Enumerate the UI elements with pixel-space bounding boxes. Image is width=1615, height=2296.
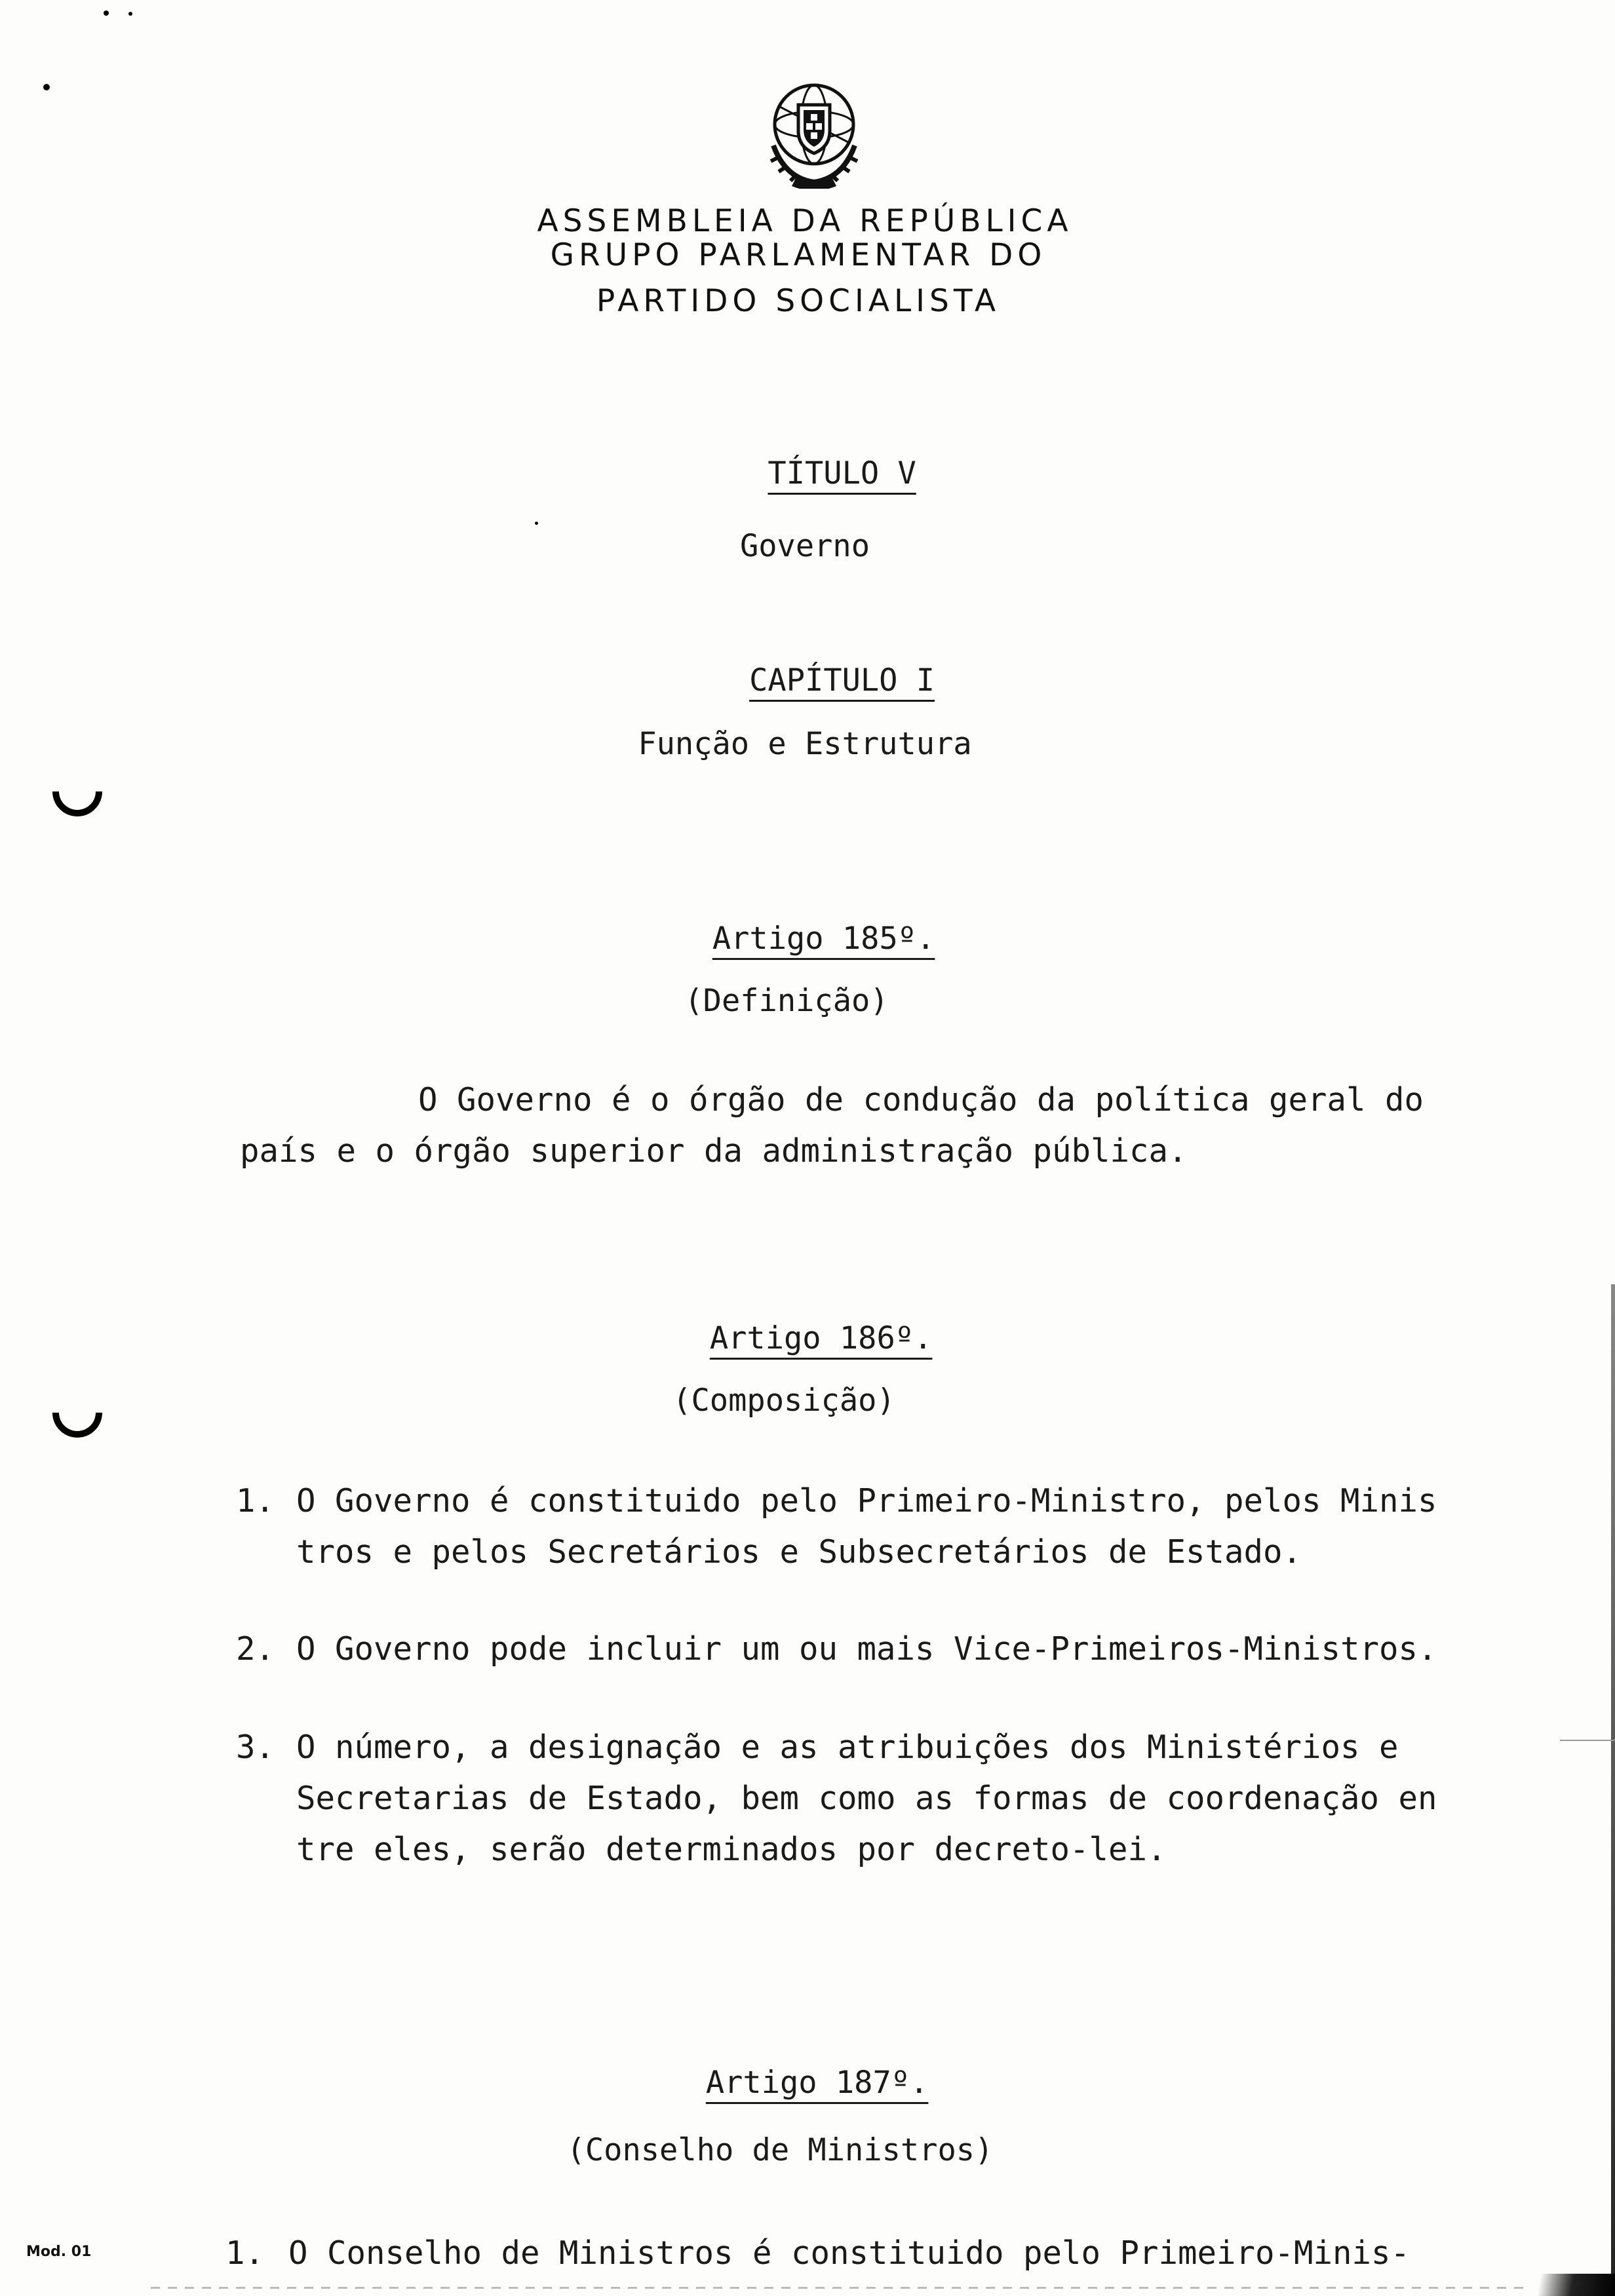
item-line: O número, a designação e as atribuições dos Ministérios e [296, 1729, 1399, 1766]
scan-speck [128, 12, 132, 16]
scan-speck [104, 10, 109, 16]
paragraph-line: país e o órgão superior da administração pública. [240, 1132, 1188, 1170]
header-party: PARTIDO SOCIALISTA [596, 283, 1001, 319]
title-subject: Governo [739, 528, 870, 564]
form-code-label: Mod. 01 [26, 2244, 92, 2260]
item-number: 1. [225, 2234, 265, 2272]
item-number: 3. [236, 1729, 275, 1766]
paragraph-line: O Governo é o órgão de condução da política geral do [418, 1081, 1424, 1119]
article-heading: Artigo 187º. [705, 2065, 929, 2101]
chapter-subject: Função e Estrutura [638, 726, 972, 762]
paper-corner-shadow [1508, 2274, 1615, 2296]
header-assembly: ASSEMBLEIA DA REPÚBLICA [537, 203, 1073, 239]
article-subtitle: (Conselho de Ministros) [566, 2132, 994, 2168]
item-line: tros e pelos Secretários e Subsecretários de Estado. [296, 1533, 1302, 1571]
item-line: tre eles, serão determinados por decreto-lei. [296, 1831, 1167, 1868]
bottom-scan-noise [151, 2287, 1527, 2289]
article-heading: Artigo 186º. [709, 1320, 933, 1356]
article-subtitle: (Composição) [672, 1383, 895, 1419]
scan-speck [43, 84, 50, 90]
title-heading: TÍTULO V [768, 455, 916, 491]
item-line: O Governo é constituido pelo Primeiro-Ministro, pelos Minis [296, 1482, 1437, 1520]
item-number: 1. [236, 1482, 275, 1520]
item-line: O Governo pode incluir um ou mais Vice-Primeiros-Ministros. [296, 1630, 1437, 1668]
article-subtitle: (Definição) [684, 983, 889, 1019]
paper-edge [1611, 1284, 1615, 2296]
header-group: GRUPO PARLAMENTAR DO [550, 237, 1047, 273]
item-line: O Conselho de Ministros é constituido pelo Primeiro-Minis- [288, 2234, 1411, 2272]
item-line: Secretarias de Estado, bem como as formas de coordenação en [296, 1780, 1437, 1817]
coat-of-arms-icon [759, 73, 869, 189]
item-number: 2. [236, 1630, 275, 1668]
chapter-heading: CAPÍTULO I [749, 662, 935, 698]
margin-mark [1560, 1740, 1615, 1741]
punch-hole-mark [42, 756, 112, 826]
scan-speck [535, 522, 538, 525]
article-heading: Artigo 185º. [712, 921, 935, 957]
